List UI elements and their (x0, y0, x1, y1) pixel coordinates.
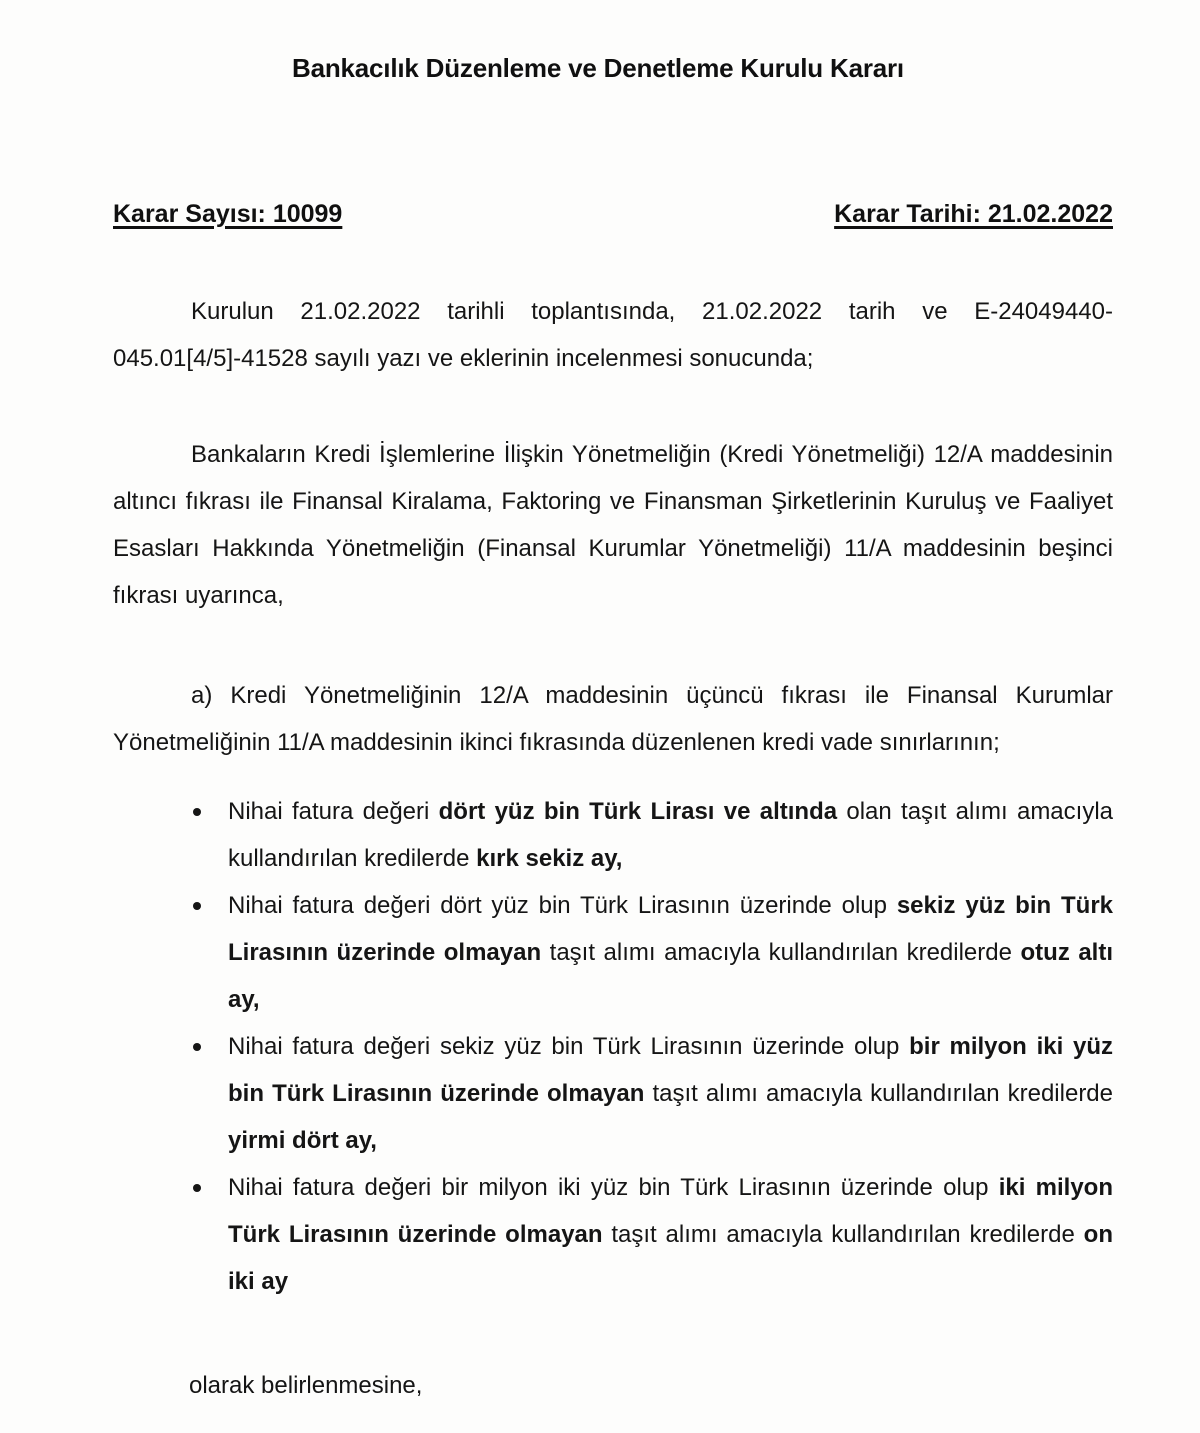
list-item (113, 788, 1113, 882)
list-item-text: Nihai fatura değeri sekiz yüz bin Türk Lirasının üzerinde olup bir milyon iki yüz bin Türk Lirasının üzerinde olmayan taşıt alımı amacıyla kullandırılan kredilerde yirmi dört ay, (228, 1033, 1114, 1154)
credit-term-limits-list (113, 788, 1113, 1305)
bullet-dot-icon (193, 902, 201, 910)
decision-meta-row (113, 200, 1113, 229)
list-item (113, 1023, 1113, 1164)
list-item-text: Nihai fatura değeri dört yüz bin Türk Lirası ve altında olan taşıt alımı amacıyla kullandırılan kredilerde kırk sekiz ay, (228, 798, 1114, 872)
list-item (113, 1164, 1113, 1305)
decision-number: Karar Sayısı: 10099 (113, 200, 343, 228)
document-body (113, 288, 1113, 1433)
paragraph-item-a: a) Kredi Yönetmeliğinin 12/A maddesinin üçüncü fıkrası ile Finansal Kurumlar Yönetmeliğinin 11/A maddesinin ikinci fıkrasında düzenlenen kredi vade sınırlarının; (113, 682, 1113, 756)
page-title: Bankacılık Düzenleme ve Denetleme Kurulu Kararı (292, 53, 904, 84)
list-item-text: Nihai fatura değeri dört yüz bin Türk Lirasının üzerinde olup sekiz yüz bin Türk Lirasının üzerinde olmayan taşıt alımı amacıyla kullandırılan kredilerde otuz altı ay, (228, 892, 1114, 1013)
paragraph-closing: olarak belirlenmesine, (189, 1372, 423, 1399)
paragraph-regulation-reference: Bankaların Kredi İşlemlerine İlişkin Yönetmeliğin (Kredi Yönetmeliği) 12/A maddesinin altıncı fıkrası ile Finansal Kiralama, Faktoring ve Finansman Şirketlerinin Kuruluş ve Faaliyet Esasları Hakkında Yönetmeliğin (Finansal Kurumlar Yönetmeliği) 11/A maddesinin beşinci fıkrası uyarınca, (113, 441, 1113, 609)
decision-date: Karar Tarihi: 21.02.2022 (834, 200, 1113, 228)
list-item-text: Nihai fatura değeri bir milyon iki yüz bin Türk Lirasının üzerinde olup iki milyon Türk Lirasının üzerinde olmayan taşıt alımı amacıyla kullandırılan kredilerde on iki ay (228, 1174, 1113, 1295)
bullet-dot-icon (193, 808, 201, 816)
bullet-dot-icon (193, 1184, 201, 1192)
paragraph-intro: Kurulun 21.02.2022 tarihli toplantısında, 21.02.2022 tarih ve E-24049440-045.01[4/5]-41528 sayılı yazı ve eklerinin incelenmesi sonucunda; (113, 298, 1113, 372)
list-item (113, 882, 1113, 1023)
bullet-dot-icon (193, 1043, 201, 1051)
